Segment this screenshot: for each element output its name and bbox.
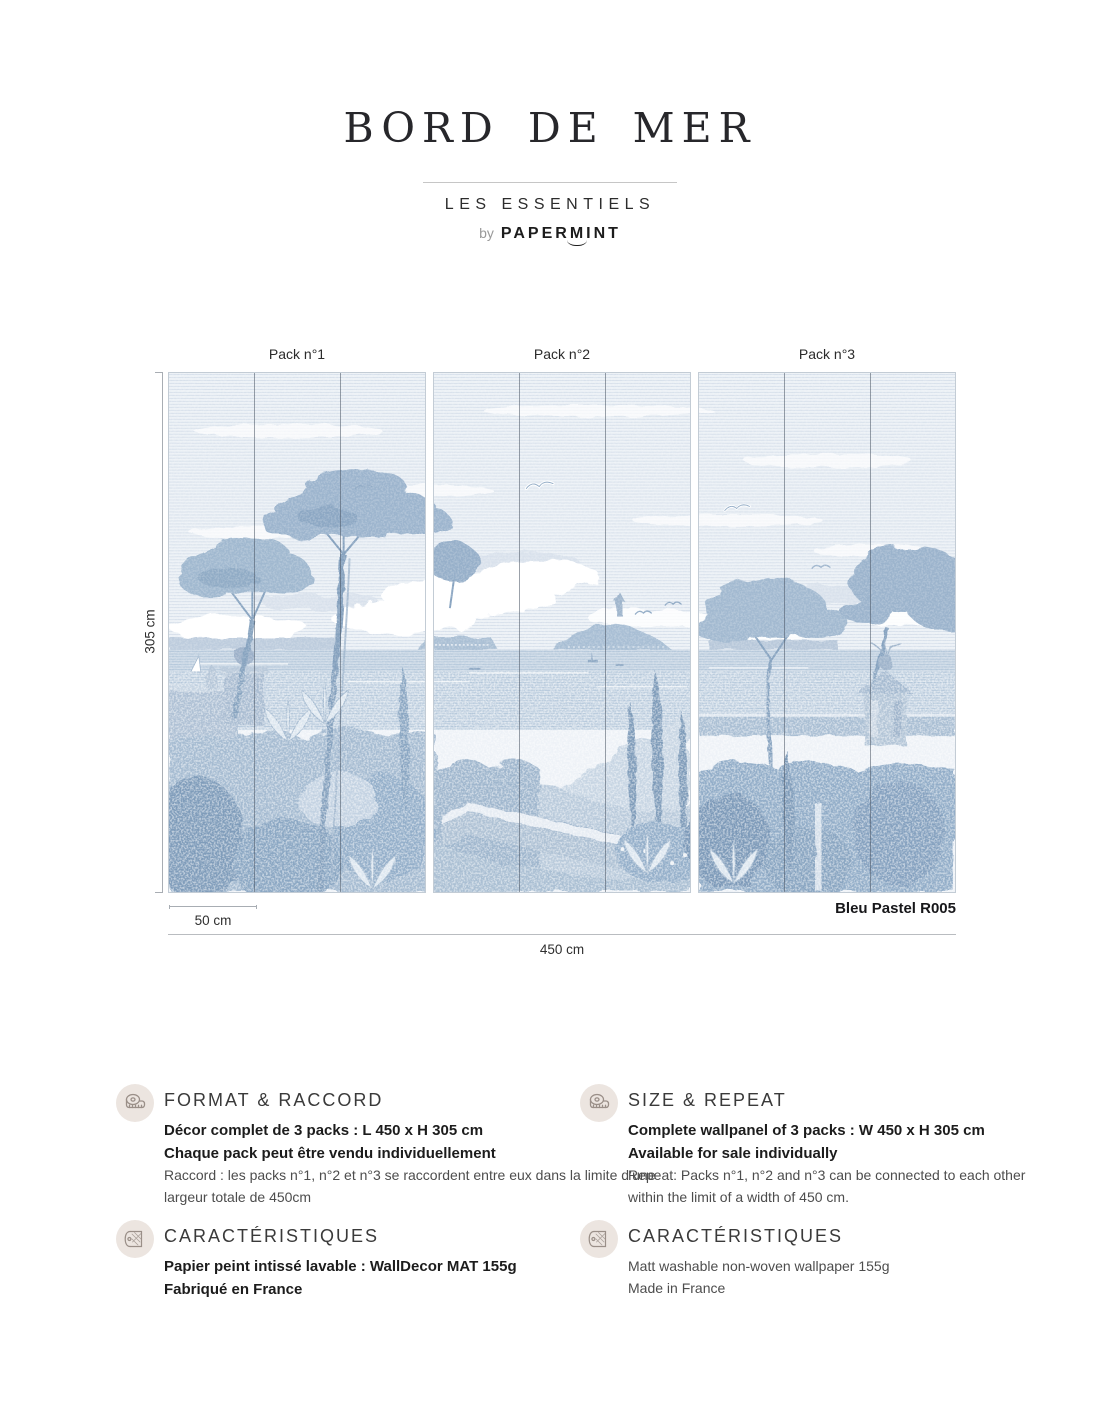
section-heading: CARACTÉRISTIQUES [628, 1226, 844, 1246]
section-bold-line: Décor complet de 3 packs : L 450 x H 305 cm [164, 1122, 484, 1139]
tape-measure-icon [116, 1084, 154, 1127]
pack-2-panel [433, 372, 691, 893]
panel-separator [519, 373, 520, 892]
section-bold-line: Papier peint intissé lavable : WallDecor MAT 155g [164, 1258, 517, 1275]
pack-1-panel [168, 372, 426, 893]
brand-part: INT [586, 225, 621, 242]
pack-3-panel [698, 372, 956, 893]
title-divider [423, 182, 677, 183]
panel-separator [254, 373, 255, 892]
section-bold-line: Fabriqué en France [164, 1280, 303, 1298]
section-heading: FORMAT & RACCORD [164, 1090, 384, 1110]
section-text-line: Made in France [628, 1279, 726, 1296]
section-text-line: Matt washable non-woven wallpaper 155g [628, 1258, 890, 1274]
panel-separator [784, 373, 785, 892]
section-bold-line: Available for sale individually [628, 1144, 838, 1162]
brand-by: by [479, 225, 494, 241]
total-width-dimension-label: 450 cm [539, 942, 585, 957]
pack-3-label: Pack n°3 [798, 346, 856, 362]
section-text-line: Raccord : les packs n°1, n°2 et n°3 se raccordent entre eux dans la limite d’une largeur totale de 450cm [164, 1167, 656, 1205]
brand-line [0, 225, 1100, 243]
tape-measure-icon [580, 1084, 618, 1127]
section-caracteristiques-en [580, 1226, 1060, 1299]
collection-name: LES ESSENTIELS [444, 196, 656, 213]
wallpaper-roll-icon [116, 1220, 154, 1263]
dimension-tick [155, 892, 163, 893]
pack-2-label: Pack n°2 [533, 346, 591, 362]
height-dimension-line [162, 372, 163, 893]
wallpaper-roll-icon [580, 1220, 618, 1263]
section-size-repeat [580, 1090, 1060, 1208]
wallpaper-diagram [168, 372, 956, 893]
panel-separator [340, 373, 341, 892]
brand-part: PAPER [500, 225, 570, 242]
panel-separator [605, 373, 606, 892]
colorway-label: Bleu Pastel R005 [835, 900, 956, 917]
height-dimension-label: 305 cm [142, 609, 158, 654]
page-title: BORD DE MER [343, 104, 757, 152]
panel-separator [870, 373, 871, 892]
panel-width-dimension-line [169, 906, 257, 907]
panel-width-dimension-label: 50 cm [194, 913, 232, 928]
section-heading: SIZE & REPEAT [628, 1090, 787, 1110]
section-text-line: Repeat: Packs n°1, n°2 and n°3 can be connected to each other within the limit of a width of 450 cm. [628, 1167, 1026, 1205]
dimension-tick [155, 372, 163, 373]
brand-part-m: M [569, 225, 587, 242]
brand-name [501, 225, 621, 242]
section-bold-line: Chaque pack peut être vendu individuellement [164, 1144, 496, 1162]
total-width-dimension-line [168, 934, 956, 935]
section-heading: CARACTÉRISTIQUES [164, 1226, 380, 1246]
section-bold-line: Complete wallpanel of 3 packs : W 450 x H 305 cm [628, 1122, 985, 1139]
pack-1-label: Pack n°1 [268, 346, 326, 362]
